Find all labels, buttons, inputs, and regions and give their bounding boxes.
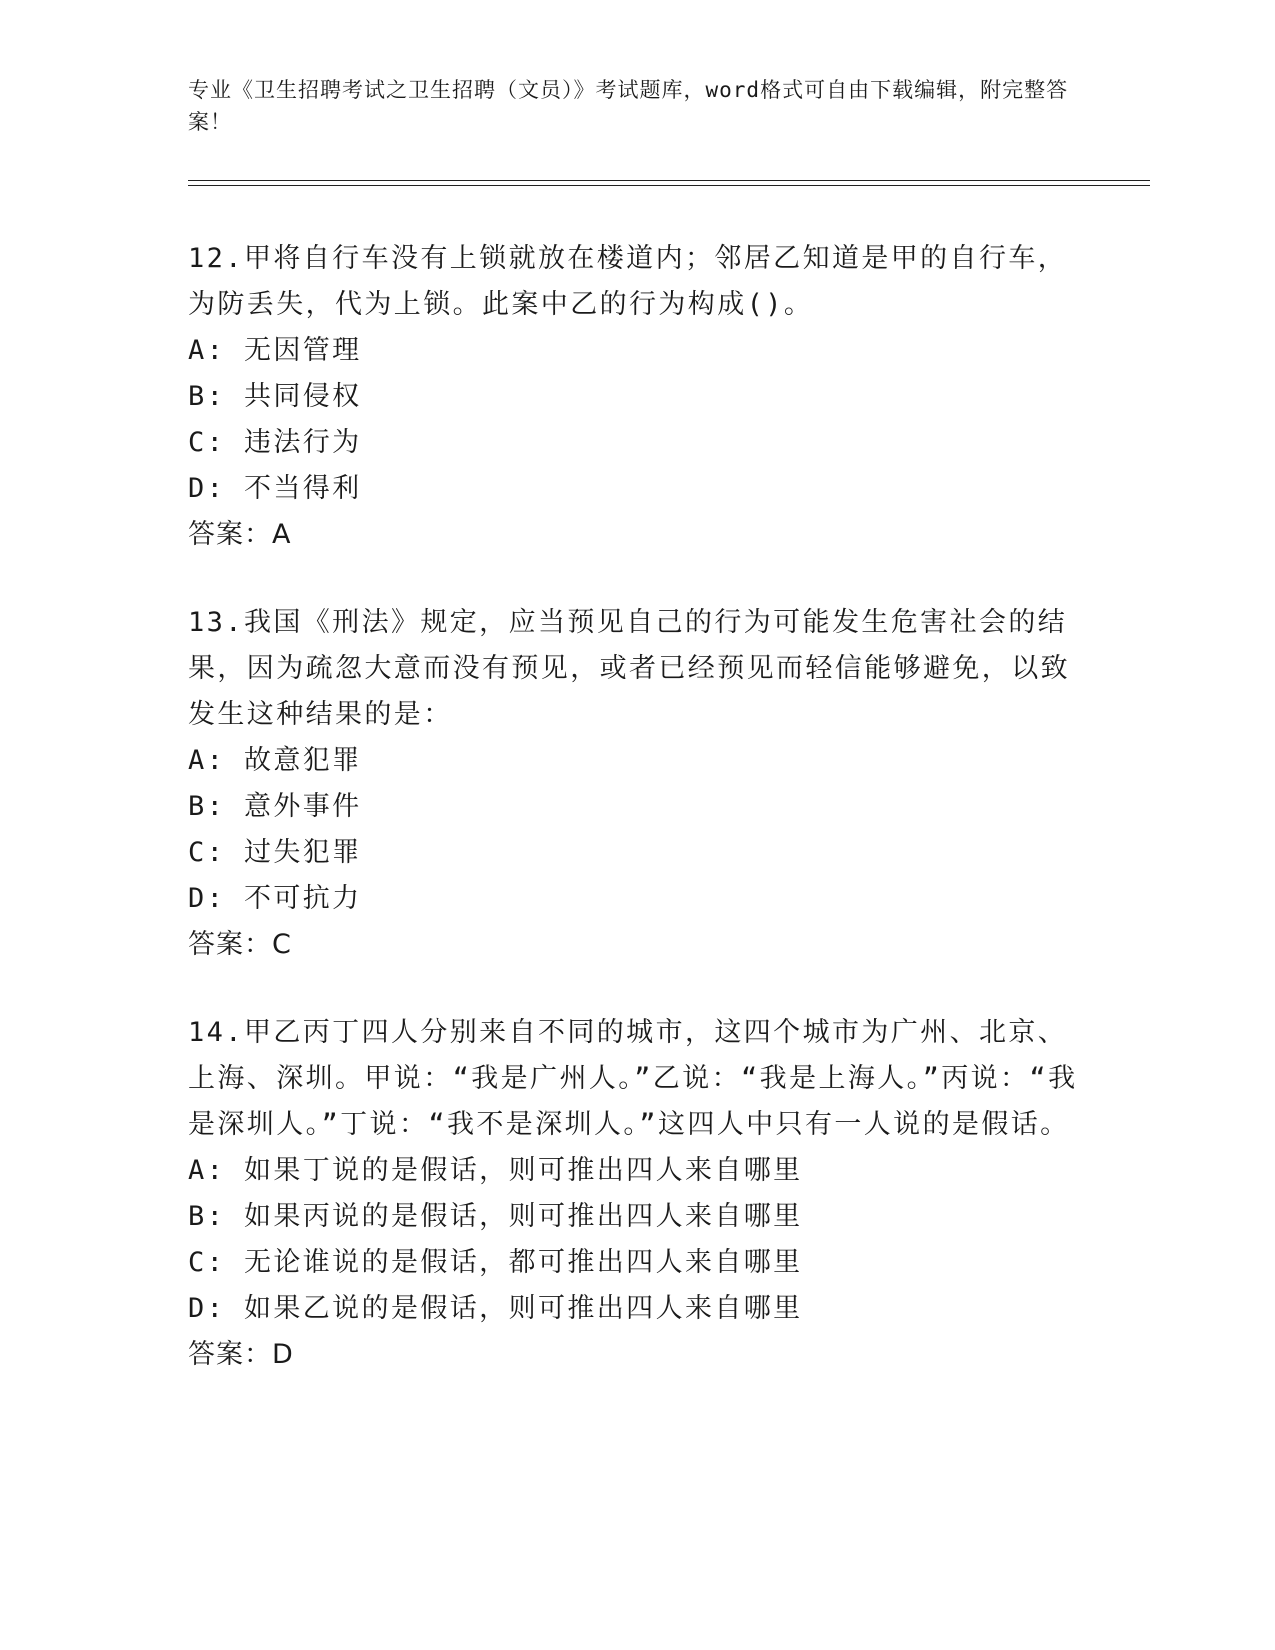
option-b: B: 如果丙说的是假话，则可推出四人来自哪里 — [188, 1201, 803, 1232]
question-stem: 12.甲将自行车没有上锁就放在楼道内；邻居乙知道是甲的自行车，为防丢失，代为上锁。此案中乙的行为构成()。 — [188, 243, 1068, 320]
option-c: C: 违法行为 — [188, 427, 362, 458]
option-b: B: 共同侵权 — [188, 381, 362, 412]
answer: 答案：C — [188, 929, 292, 960]
option-d: D: 不当得利 — [188, 473, 362, 504]
answer: 答案：A — [188, 519, 292, 550]
answer: 答案：D — [188, 1339, 294, 1370]
option-a: A: 无因管理 — [188, 335, 362, 366]
question-stem: 13.我国《刑法》规定，应当预见自己的行为可能发生危害社会的结果，因为疏忽大意而没有预见，或者已经预见而轻信能够避免，以致发生这种结果的是： — [188, 607, 1070, 730]
question-13 — [188, 600, 1088, 968]
header-divider-bottom — [188, 185, 1150, 186]
option-b: B: 意外事件 — [188, 791, 362, 822]
header-divider-top — [188, 180, 1150, 181]
question-12 — [188, 236, 1088, 558]
option-d: D: 如果乙说的是假话，则可推出四人来自哪里 — [188, 1293, 803, 1324]
option-c: C: 过失犯罪 — [188, 837, 362, 868]
document-header: 专业《卫生招聘考试之卫生招聘（文员）》考试题库，word格式可自由下载编辑，附完整答案！ — [188, 78, 1069, 134]
question-14 — [188, 1010, 1088, 1378]
option-d: D: 不可抗力 — [188, 883, 362, 914]
option-c: C: 无论谁说的是假话，都可推出四人来自哪里 — [188, 1247, 803, 1278]
option-a: A: 如果丁说的是假话，则可推出四人来自哪里 — [188, 1155, 803, 1186]
option-a: A: 故意犯罪 — [188, 745, 362, 776]
question-stem: 14.甲乙丙丁四人分别来自不同的城市，这四个城市为广州、北京、上海、深圳。甲说：“我是广州人。”乙说：“我是上海人。”丙说：“我是深圳人。”丁说：“我不是深圳人。”这四人中只有一人说的是假话。 — [188, 1017, 1078, 1140]
